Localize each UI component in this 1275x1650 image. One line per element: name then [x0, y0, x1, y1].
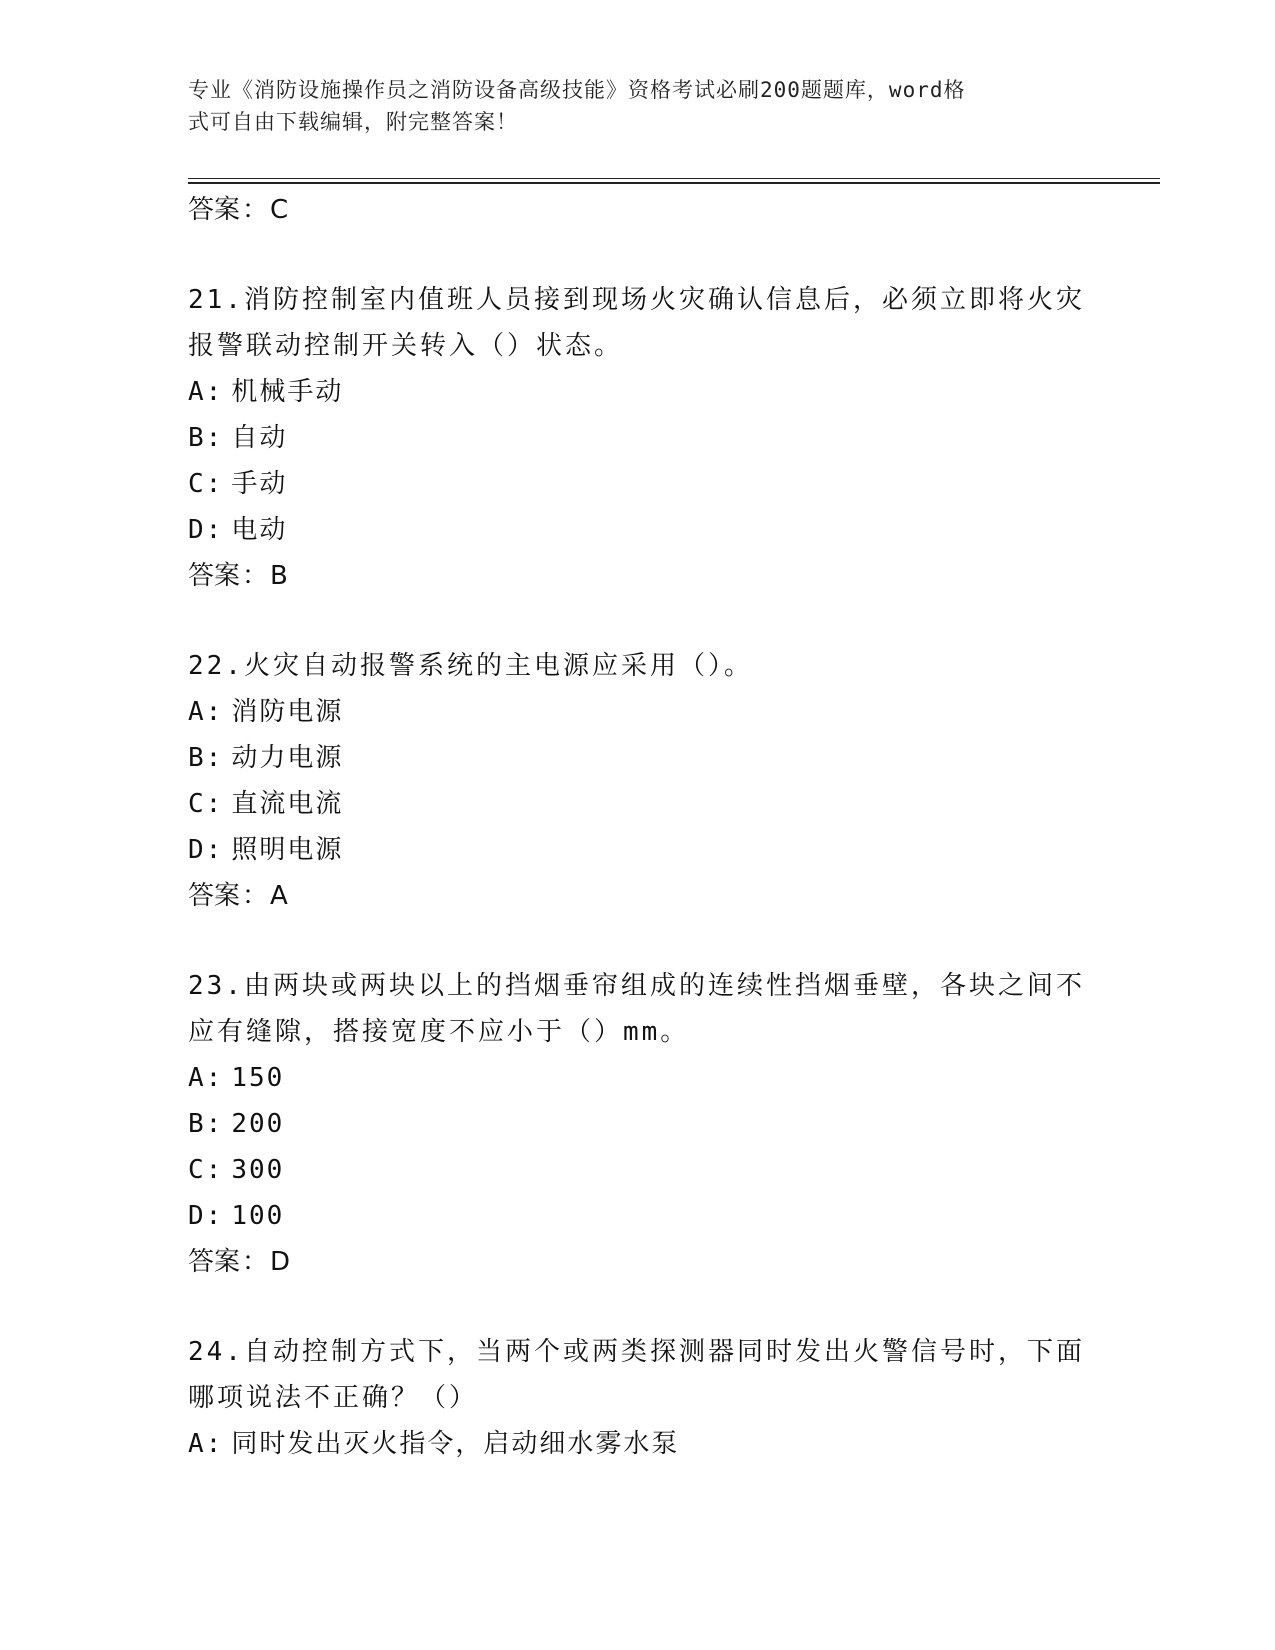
option-key: D: [188, 835, 224, 865]
option-a [188, 1055, 1088, 1101]
option-b [188, 1101, 1088, 1147]
option-text: 动力电源 [231, 743, 344, 773]
question-23 [188, 963, 1088, 1285]
answer-colon: ： [242, 195, 269, 225]
question-stem-line-1: 21.消防控制室内值班人员接到现场火灾确认信息后，必须立即将火灾 [188, 285, 1085, 315]
option-text: 自动 [231, 423, 288, 453]
option-key: B: [188, 423, 224, 453]
option-text: 200 [231, 1109, 285, 1139]
header-divider-thin [188, 178, 1160, 179]
option-text: 150 [231, 1063, 285, 1093]
option-d [188, 507, 1088, 553]
answer-label: 答案 [188, 881, 241, 911]
option-key: B: [188, 743, 224, 773]
question-stem-line-1: 22.火灾自动报警系统的主电源应采用（）。 [188, 651, 753, 681]
option-key: A: [188, 377, 224, 407]
option-b [188, 415, 1088, 461]
option-text: 机械手动 [231, 377, 344, 407]
option-key: D: [188, 1201, 224, 1231]
option-text: 照明电源 [231, 835, 344, 865]
question-stem-line-2: 哪项说法不正确？（） [188, 1383, 479, 1413]
option-b [188, 735, 1088, 781]
answer-colon: ： [242, 1247, 269, 1277]
option-key: A: [188, 1429, 224, 1459]
option-c [188, 781, 1088, 827]
question-22 [188, 643, 1088, 919]
option-a [188, 689, 1088, 735]
answer-value: C [270, 195, 289, 225]
option-text: 消防电源 [231, 697, 344, 727]
answer-colon: ： [242, 881, 269, 911]
answer-line [188, 873, 1088, 919]
answer-label: 答案 [188, 561, 241, 591]
answer-line [188, 553, 1088, 599]
question-stem-line-1: 24.自动控制方式下，当两个或两类探测器同时发出火警信号时，下面 [188, 1337, 1085, 1367]
answer-label: 答案 [188, 195, 241, 225]
option-key: C: [188, 789, 224, 819]
option-text: 300 [231, 1155, 285, 1185]
option-text: 手动 [231, 469, 288, 499]
option-key: D: [188, 515, 224, 545]
document-header [188, 74, 1068, 138]
option-text: 同时发出灭火指令，启动细水雾水泵 [231, 1429, 680, 1459]
question-stem-line-2: 报警联动控制开关转入（）状态。 [188, 331, 624, 361]
answer-value: B [270, 561, 288, 591]
option-key: C: [188, 1155, 224, 1185]
header-line-1: 专业《消防设施操作员之消防设备高级技能》资格考试必刷200题题库，word格 [188, 78, 966, 102]
option-c [188, 1147, 1088, 1193]
answer-value: D [270, 1247, 291, 1277]
question-24 [188, 1329, 1088, 1467]
option-text: 电动 [231, 515, 288, 545]
answer-line-q20 [188, 187, 1088, 233]
option-a [188, 1421, 1088, 1467]
answer-colon: ： [242, 561, 269, 591]
option-key: C: [188, 469, 224, 499]
option-key: A: [188, 1063, 224, 1093]
answer-line [188, 1239, 1088, 1285]
option-text: 直流电流 [231, 789, 344, 819]
option-key: A: [188, 697, 224, 727]
option-key: B: [188, 1109, 224, 1139]
question-stem-line-1: 23.由两块或两块以上的挡烟垂帘组成的连续性挡烟垂壁，各块之间不 [188, 971, 1085, 1001]
option-a [188, 369, 1088, 415]
header-divider-thick [188, 182, 1160, 184]
answer-value: A [270, 881, 288, 911]
option-d [188, 827, 1088, 873]
question-list [188, 187, 1088, 1467]
question-21 [188, 277, 1088, 599]
option-d [188, 1193, 1088, 1239]
question-stem-line-2: 应有缝隙，搭接宽度不应小于（）mm。 [188, 1017, 690, 1047]
answer-label: 答案 [188, 1247, 241, 1277]
option-text: 100 [231, 1201, 285, 1231]
header-line-2: 式可自由下载编辑，附完整答案！ [188, 110, 518, 134]
option-c [188, 461, 1088, 507]
